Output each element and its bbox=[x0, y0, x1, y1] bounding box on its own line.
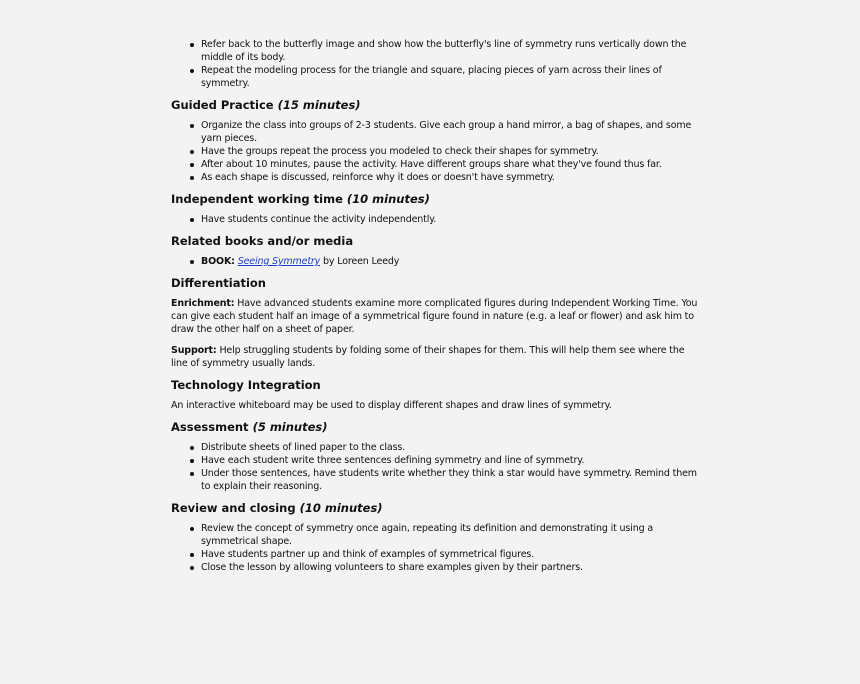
enrichment-label: Enrichment: bbox=[171, 298, 235, 309]
book-label: BOOK: bbox=[201, 256, 235, 267]
list-item: Repeat the modeling process for the triangle and square, placing pieces of yarn across their lines of symmetry. bbox=[201, 64, 701, 90]
section-title: Review and closing bbox=[171, 501, 296, 515]
review-list bbox=[171, 522, 701, 574]
section-title: Guided Practice bbox=[171, 98, 274, 112]
section-heading-independent bbox=[171, 192, 701, 207]
list-item: Under those sentences, have students write whether they think a star would have symmetry. Remind them to explain their reasoning. bbox=[201, 467, 701, 493]
enrichment-text: Have advanced students examine more complicated figures during Independent Working Time. You can give each student half an image of a symmetrical figure found in nature (e.g. a leaf or flower) and ask him to draw the other half on a sheet of paper. bbox=[171, 298, 698, 335]
list-item: Review the concept of symmetry once again, repeating its definition and demonstrating it using a symmetrical shape. bbox=[201, 522, 701, 548]
support-paragraph bbox=[171, 344, 701, 370]
lesson-content bbox=[171, 38, 701, 574]
section-time: (10 minutes) bbox=[346, 192, 430, 206]
list-item: After about 10 minutes, pause the activity. Have different groups share what they've found thus far. bbox=[201, 158, 701, 171]
book-author: by Loreen Leedy bbox=[323, 256, 400, 267]
section-title: Related books and/or media bbox=[171, 234, 354, 248]
list-item: Organize the class into groups of 2-3 students. Give each group a hand mirror, a bag of shapes, and some yarn pieces. bbox=[201, 119, 701, 145]
book-title-link[interactable]: Seeing Symmetry bbox=[237, 256, 321, 267]
guided-practice-list bbox=[171, 119, 701, 184]
section-title: Differentiation bbox=[171, 276, 266, 290]
section-heading-assessment bbox=[171, 420, 701, 435]
section-title: Assessment bbox=[171, 420, 249, 434]
list-item: Have students continue the activity independently. bbox=[201, 213, 701, 226]
support-text: Help struggling students by folding some of their shapes for them. This will help them see where the line of symmetry usually lands. bbox=[171, 345, 685, 369]
related-list bbox=[171, 255, 701, 268]
section-title: Technology Integration bbox=[171, 378, 321, 392]
support-label: Support: bbox=[171, 345, 217, 356]
list-item: Distribute sheets of lined paper to the class. bbox=[201, 441, 701, 454]
enrichment-paragraph bbox=[171, 297, 701, 336]
list-item: Close the lesson by allowing volunteers to share examples given by their partners. bbox=[201, 561, 701, 574]
list-item: As each shape is discussed, reinforce why it does or doesn't have symmetry. bbox=[201, 171, 701, 184]
intro-list bbox=[171, 38, 701, 90]
assessment-list bbox=[171, 441, 701, 493]
list-item: Have the groups repeat the process you modeled to check their shapes for symmetry. bbox=[201, 145, 701, 158]
list-item: Have each student write three sentences defining symmetry and line of symmetry. bbox=[201, 454, 701, 467]
section-heading-technology bbox=[171, 378, 701, 393]
section-heading-guided-practice bbox=[171, 98, 701, 113]
list-item bbox=[201, 255, 701, 268]
section-heading-differentiation bbox=[171, 276, 701, 291]
section-heading-review bbox=[171, 501, 701, 516]
section-heading-related bbox=[171, 234, 701, 249]
technology-paragraph: An interactive whiteboard may be used to display different shapes and draw lines of symmetry. bbox=[171, 400, 612, 411]
section-time: (10 minutes) bbox=[299, 501, 383, 515]
section-title: Independent working time bbox=[171, 192, 343, 206]
section-time: (15 minutes) bbox=[277, 98, 361, 112]
independent-list bbox=[171, 213, 701, 226]
list-item: Have students partner up and think of examples of symmetrical figures. bbox=[201, 548, 701, 561]
section-time: (5 minutes) bbox=[252, 420, 328, 434]
list-item: Refer back to the butterfly image and show how the butterfly's line of symmetry runs vertically down the middle of its body. bbox=[201, 38, 701, 64]
